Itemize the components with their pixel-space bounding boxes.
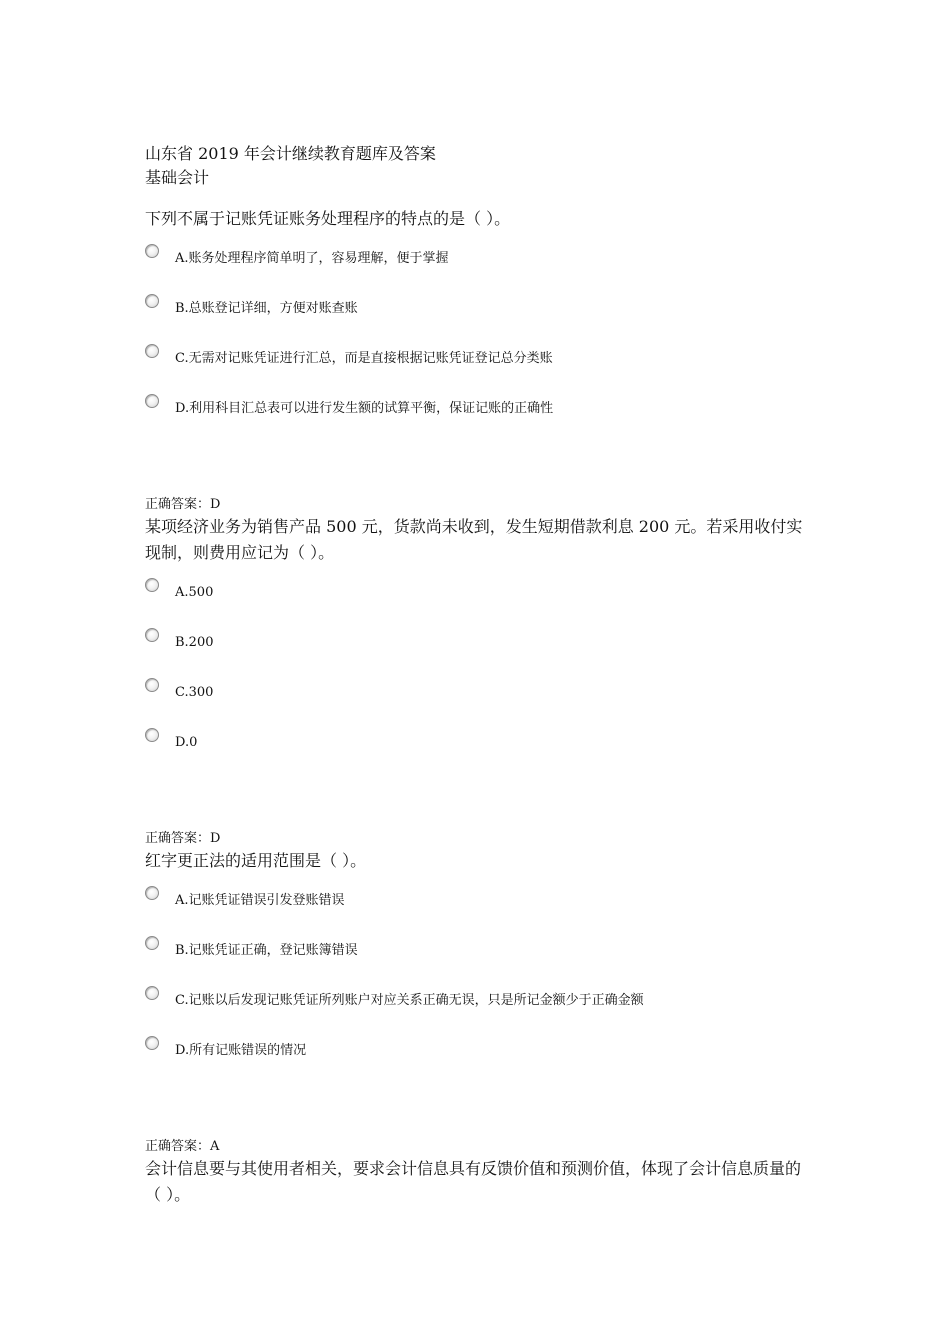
option-c[interactable] <box>145 674 815 724</box>
radio-button[interactable] <box>145 728 159 742</box>
option-b[interactable] <box>145 624 815 674</box>
radio-button[interactable] <box>145 1036 159 1050</box>
option-a[interactable] <box>145 574 815 624</box>
option-d[interactable] <box>145 724 815 774</box>
document-subtitle: 基础会计 <box>145 168 210 187</box>
radio-button[interactable] <box>145 294 159 308</box>
answer-prefix: 正确答案： <box>145 831 211 846</box>
correct-answer <box>145 830 815 848</box>
radio-button[interactable] <box>145 344 159 358</box>
answer-prefix: 正确答案： <box>145 1139 211 1154</box>
question-text: 会计信息要与其使用者相关，要求会计信息具有反馈价值和预测价值，体现了会计信息质量的（ ）。 <box>145 1159 802 1204</box>
option-label: B.200 <box>175 635 214 650</box>
option-label: D.所有记账错误的情况 <box>175 1043 307 1058</box>
answer-value: D <box>210 831 221 846</box>
question-block <box>145 514 815 848</box>
radio-button[interactable] <box>145 628 159 642</box>
option-label: D.利用科目汇总表可以进行发生额的试算平衡，保证记账的正确性 <box>175 401 554 416</box>
option-c[interactable] <box>145 340 815 390</box>
radio-button[interactable] <box>145 886 159 900</box>
option-label: A.账务处理程序简单明了，容易理解，便于掌握 <box>175 251 449 266</box>
option-b[interactable] <box>145 290 815 340</box>
radio-button[interactable] <box>145 936 159 950</box>
option-a[interactable] <box>145 240 815 290</box>
question-block <box>145 848 815 1156</box>
radio-button[interactable] <box>145 678 159 692</box>
radio-button[interactable] <box>145 244 159 258</box>
option-label: A.记账凭证错误引发登账错误 <box>175 893 345 908</box>
option-label: A.500 <box>175 585 214 600</box>
question-block <box>145 1156 815 1208</box>
radio-button[interactable] <box>145 578 159 592</box>
option-label: D.0 <box>175 735 198 750</box>
option-label: C.300 <box>175 685 214 700</box>
radio-button[interactable] <box>145 394 159 408</box>
answer-value: D <box>210 497 221 512</box>
option-label: C.无需对记账凭证进行汇总，而是直接根据记账凭证登记总分类账 <box>175 351 553 366</box>
radio-button[interactable] <box>145 986 159 1000</box>
question-text: 下列不属于记账凭证账务处理程序的特点的是（ ）。 <box>145 209 511 228</box>
option-list <box>145 882 815 1082</box>
option-c[interactable] <box>145 982 815 1032</box>
option-b[interactable] <box>145 932 815 982</box>
answer-value: A <box>210 1139 220 1154</box>
option-label: B.记账凭证正确，登记账簿错误 <box>175 943 358 958</box>
option-a[interactable] <box>145 882 815 932</box>
question-block <box>145 206 815 514</box>
correct-answer <box>145 496 815 514</box>
correct-answer <box>145 1138 815 1156</box>
option-d[interactable] <box>145 1032 815 1082</box>
option-label: C.记账以后发现记账凭证所列账户对应关系正确无误，只是所记金额少于正确金额 <box>175 993 644 1008</box>
option-label: B.总账登记详细，方便对账查账 <box>175 301 358 316</box>
question-text: 红字更正法的适用范围是（ ）。 <box>145 851 367 870</box>
answer-prefix: 正确答案： <box>145 497 211 512</box>
question-text: 某项经济业务为销售产品 500 元，货款尚未收到，发生短期借款利息 200 元。若采用收付实现制，则费用应记为（ ）。 <box>145 517 803 562</box>
document-title: 山东省 2019 年会计继续教育题库及答案 <box>145 144 436 163</box>
option-list <box>145 574 815 774</box>
option-d[interactable] <box>145 390 815 440</box>
document-page <box>145 142 815 1216</box>
option-list <box>145 240 815 440</box>
